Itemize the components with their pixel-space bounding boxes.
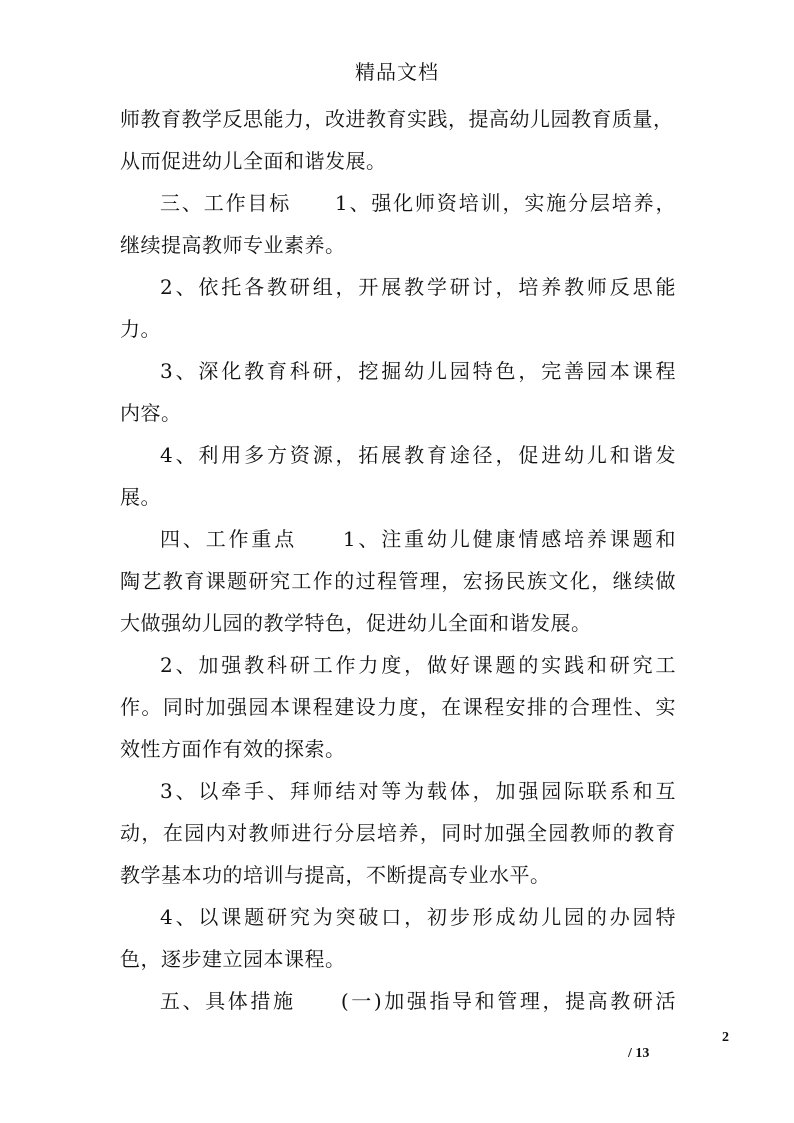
body-line: 大做强幼儿园的教学特色，促进幼儿全面和谐发展。	[120, 611, 592, 635]
body-line: 3、以牵手、拜师结对等为载体，加强园际联系和互	[160, 779, 676, 803]
document-header-title: 精品文档	[355, 60, 439, 84]
body-line: 4、以课题研究为突破口，初步形成幼儿园的办园特	[160, 905, 676, 929]
page-number: 2	[722, 1030, 729, 1045]
body-line: 2、依托各教研组，开展教学研讨，培养教师反思能	[160, 275, 676, 299]
body-line: 力。	[120, 317, 161, 341]
body-line: 五、具体措施 (一)加强指导和管理，提高教研活	[160, 989, 676, 1013]
body-line: 效性方面作有效的探索。	[120, 737, 346, 761]
body-line: 作。同时加强园本课程建设力度，在课程安排的合理性、实	[120, 695, 676, 719]
body-line: 2、加强教科研工作力度，做好课题的实践和研究工	[160, 653, 676, 677]
body-line: 三、工作目标 1、强化师资培训，实施分层培养，	[160, 191, 676, 215]
body-line: 动，在园内对教师进行分层培养，同时加强全园教师的教育	[120, 821, 676, 845]
body-line: 4、利用多方资源，拓展教育途径，促进幼儿和谐发	[160, 443, 676, 467]
body-line: 教学基本功的培训与提高，不断提高专业水平。	[120, 863, 551, 887]
body-line: 师教育教学反思能力，改进教育实践，提高幼儿园教育质量，	[120, 107, 674, 131]
body-line: 展。	[120, 485, 161, 509]
body-line: 继续提高教师专业素养。	[120, 233, 346, 257]
body-line: 内容。	[120, 401, 182, 425]
body-line: 从而促进幼儿全面和谐发展。	[120, 149, 387, 173]
document-body	[120, 98, 676, 1022]
body-line: 色，逐步建立园本课程。	[120, 947, 346, 971]
body-line: 四、工作重点 1、注重幼儿健康情感培养课题和	[160, 527, 676, 551]
page-total: / 13	[628, 1046, 650, 1061]
body-line: 3、深化教育科研，挖掘幼儿园特色，完善园本课程	[160, 359, 676, 383]
body-line: 陶艺教育课题研究工作的过程管理，宏扬民族文化，继续做	[120, 569, 676, 593]
